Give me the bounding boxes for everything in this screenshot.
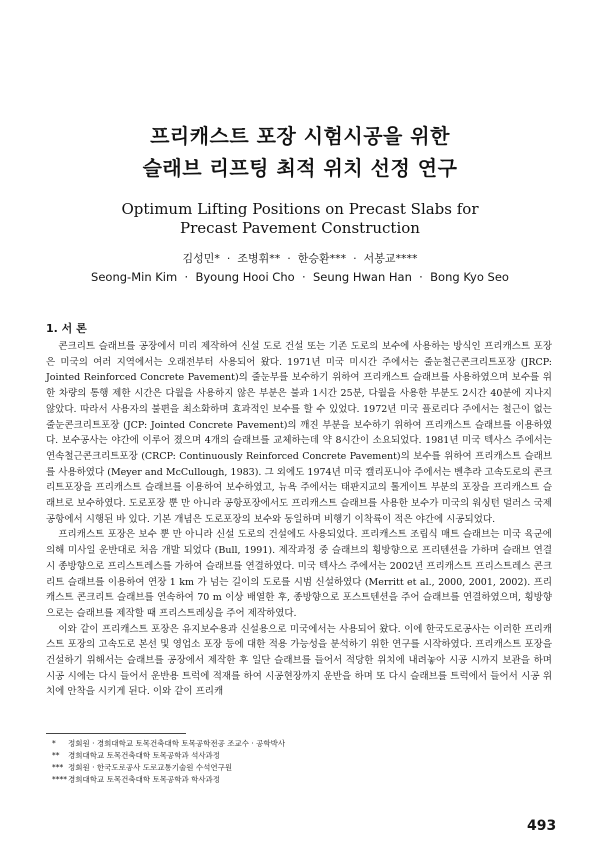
footnotes — [52, 738, 542, 786]
footnote-text: 정회원 · 경희대학교 토목건축대학 토목공학전공 조교수 · 공학박사 — [68, 739, 286, 748]
footnote-marker: **** — [52, 775, 67, 784]
footnote-marker: ** — [52, 751, 60, 760]
title-english-line-2: Precast Pavement Construction — [180, 219, 420, 237]
footnote — [52, 738, 542, 750]
body-text — [46, 339, 552, 700]
page-number: 493 — [527, 818, 557, 834]
footnote-text: 정회원 · 한국도로공사 도로교통기술원 수석연구원 — [68, 763, 233, 772]
footnote — [52, 774, 542, 786]
footnote-text: 경희대학교 토목건축대학 토목공학과 학사과정 — [68, 775, 221, 784]
title-korean-line-2: 슬래브 리프팅 최적 위치 선정 연구 — [142, 156, 458, 180]
authors-english: Seong-Min Kim · Byoung Hooi Cho · Seung Hwan Han · Bong Kyo Seo — [91, 270, 509, 284]
footnote-divider — [46, 733, 186, 734]
footnote — [52, 762, 542, 774]
title-english-line-1: Optimum Lifting Positions on Precast Slabs for — [121, 200, 479, 218]
footnote — [52, 750, 542, 762]
footnote-marker: * — [52, 739, 56, 748]
title-korean-line-1: 프리캐스트 포장 시험시공을 위한 — [150, 124, 450, 148]
footnote-marker: *** — [52, 763, 64, 772]
paragraph: 이와 같이 프리캐스트 포장은 유지보수용과 신설용으로 미국에서는 사용되어 왔다. 이에 한국도로공사는 이러한 프리캐스트 포장의 고속도로 본선 및 영업소 포장 등에 대한 적용 가능성을 분석하기 위한 연구를 시작하였다. 프리캐스트 포장을 건설하기 위해서는 슬래브를 공장에서 제작한 후 일단 슬래브를 들어서 적당한 위치에 내려놓아 시공 시까지 보관을 하며 시공 시에는 다시 들어서 운반용 트럭에 적재를 하여 시공현장까지 운반을 하며 또 다시 슬래브를 트럭에서 들어서 시공 위치에 안착을 시키게 된다. 이와 같이 프리캐 — [46, 623, 552, 698]
paragraph: 콘크리트 슬래브를 공장에서 미리 제작하여 신설 도로 건설 또는 기존 도로의 보수에 사용하는 방식인 프리캐스트 포장은 미국의 여러 지역에서는 오래전부터 사용되어 왔다. 1971년 미국 미시간 주에서는 줄눈철근콘크리트포장 (JRCP: Jointed Reinforced Concrete Pavement)의 줄눈부를 보수하기 위하여 프리캐스트 슬래브를 사용하였으며 보수를 위한 차량의 통행 제한 시간은 다월을 사용하지 않은 부분은 불과 1시간 25분, 다월을 사용한 부분도 2시간 40분에 지나지 않았다. 따라서 사용자의 불편을 최소화하며 효과적인 보수를 할 수 있었다. 1972년 미국 플로리다 주에서는 철근이 없는 줄눈콘크리트포장 (JCP: Jointed Concrete Pavement)의 깨진 부분을 보수하기 위하여 프리캐스트 슬래브를 이용하였다. 보수공사는 야간에 이루어 졌으며 4개의 슬래브를 교체하는데 약 8시간이 소요되었다. 1981년 미국 텍사스 주에서는 연속철근콘크리트포장 (CRCP: Continuously Reinforced Concrete Pavement)의 보수를 위하여 프리캐스트 슬래브를 사용하였다 (Meyer and McCullough, 1983). 그 외에도 1974년 미국 캘리포니아 주에서는 벤추라 고속도로의 콘크리트포장을 프리캐스트 슬래브를 이용하여 보수하였고, 뉴욕 주에서는 태판지교의 톨게이트 부분의 포장을 프리캐스트 슬래브로 보수하였다. 도로포장 뿐 만 아니라 공항포장에서도 프리캐스트 슬래브를 사용한 보수가 미국의 워싱턴 덜러스 국제공항에서 시행된 바 있다. 기본 개념은 도로포장의 보수와 동일하며 비행기 이착륙이 적은 야간에 시공되었다. — [46, 341, 552, 525]
paragraph: 프리캐스트 포장은 보수 뿐 만 아니라 신설 도로의 건설에도 사용되었다. 프리캐스트 조립식 매트 슬래브는 미국 육군에 의해 미사일 운반대로 처음 개발 되었다 (Bull, 1991). 제작과정 중 슬래브의 횡방향으로 프리텐션을 가하며 슬래브 연결 시 종방향으로 프리스트레스를 가하여 슬래브를 연결하였다. 미국 텍사스 주에서는 2002년 프리캐스트 프리스트레스 콘크리트 슬래브를 이용하여 연장 1 km 가 넘는 길이의 도로를 시범 신설하였다 (Merritt et al., 2000, 2001, 2002). 프리캐스트 콘크리트 슬래브를 연속하여 70 m 이상 배열한 후, 종방향으로 포스트텐션을 주어 슬래브를 연결하였으며, 횡방향으로는 슬래브를 제작할 때 프리스트레싱을 주어 제작하였다. — [46, 529, 552, 619]
footnote-text: 경희대학교 토목건축대학 토목공학과 석사과정 — [68, 751, 221, 760]
section-heading: 1. 서 론 — [46, 322, 87, 335]
authors-korean: 김성민* · 조병휘** · 한승환*** · 서봉교**** — [182, 252, 418, 265]
